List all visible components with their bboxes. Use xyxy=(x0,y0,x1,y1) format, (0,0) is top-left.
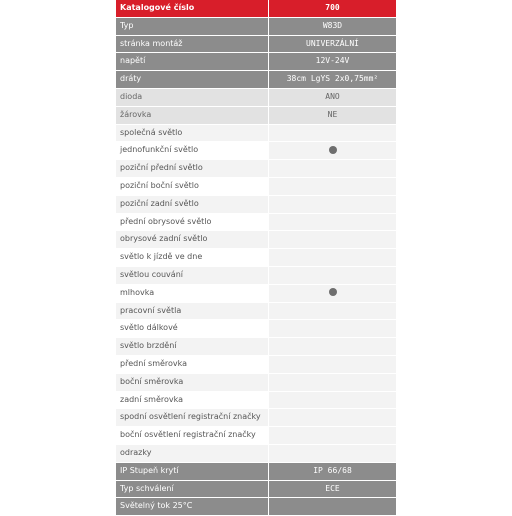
row-label: Katalogové číslo xyxy=(116,0,268,17)
row-value xyxy=(268,445,396,462)
row-value xyxy=(268,125,396,142)
row-label: přední obrysové světlo xyxy=(116,214,268,231)
row-value xyxy=(268,160,396,177)
row-label: boční osvětlení registrační značky xyxy=(116,427,268,444)
table-row-catalog-number xyxy=(116,0,396,18)
row-label: poziční zadní světlo xyxy=(116,196,268,213)
row-value xyxy=(268,320,396,337)
table-row-side-position-light xyxy=(116,178,396,196)
table-row-front-position-light xyxy=(116,160,396,178)
table-row-voltage xyxy=(116,53,396,71)
row-value xyxy=(268,196,396,213)
table-row-ip-rating xyxy=(116,463,396,481)
row-label: jednofunkční světlo xyxy=(116,142,268,159)
row-label: pracovní světla xyxy=(116,303,268,320)
row-label: Typ xyxy=(116,18,268,35)
table-row-reversing-light xyxy=(116,267,396,285)
row-value: ECE xyxy=(268,481,396,498)
row-value xyxy=(268,178,396,195)
row-label: boční směrovka xyxy=(116,374,268,391)
row-label: přední směrovka xyxy=(116,356,268,373)
row-value xyxy=(268,356,396,373)
row-label: IP Stupeň krytí xyxy=(116,463,268,480)
table-row-common-light xyxy=(116,125,396,143)
row-label: odrazky xyxy=(116,445,268,462)
row-value: NE xyxy=(268,107,396,124)
row-label: dioda xyxy=(116,89,268,106)
row-value xyxy=(268,142,396,159)
row-value xyxy=(268,214,396,231)
row-label: poziční přední světlo xyxy=(116,160,268,177)
row-label: světlo brzdění xyxy=(116,338,268,355)
row-label: Světelný tok 25°C xyxy=(116,498,268,515)
table-row-front-outline-light xyxy=(116,214,396,232)
spec-table xyxy=(116,0,396,516)
table-row-reflectors xyxy=(116,445,396,463)
table-row-luminous-flux xyxy=(116,498,396,516)
table-row-diode xyxy=(116,89,396,107)
row-label: světlo dálkové xyxy=(116,320,268,337)
table-row-fog-light xyxy=(116,285,396,303)
table-row-rear-position-light xyxy=(116,196,396,214)
row-value: 38cm LgYS 2x0,75mm² xyxy=(268,71,396,88)
row-value xyxy=(268,409,396,426)
table-row-front-indicator xyxy=(116,356,396,374)
row-label: mlhovka xyxy=(116,285,268,302)
row-value xyxy=(268,427,396,444)
row-label: stránka montáž xyxy=(116,36,268,53)
table-row-mounting-side xyxy=(116,36,396,54)
filled-circle-icon xyxy=(329,288,337,296)
row-label: Typ schválení xyxy=(116,481,268,498)
row-value xyxy=(268,231,396,248)
table-row-side-plate-light xyxy=(116,427,396,445)
row-value xyxy=(268,392,396,409)
table-row-lower-plate-light xyxy=(116,409,396,427)
table-row-brake-light xyxy=(116,338,396,356)
table-row-approval-type xyxy=(116,481,396,499)
row-value: UNIVERZÁLNÍ xyxy=(268,36,396,53)
row-value: 12V-24V xyxy=(268,53,396,70)
table-row-wires xyxy=(116,71,396,89)
table-row-rear-outline-light xyxy=(116,231,396,249)
table-row-single-function-light xyxy=(116,142,396,160)
row-value xyxy=(268,249,396,266)
table-row-work-lights xyxy=(116,303,396,321)
row-label: společná světlo xyxy=(116,125,268,142)
row-value xyxy=(268,338,396,355)
row-value xyxy=(268,374,396,391)
row-value: W83D xyxy=(268,18,396,35)
table-row-bulb xyxy=(116,107,396,125)
table-row-type xyxy=(116,18,396,36)
row-label: spodní osvětlení registrační značky xyxy=(116,409,268,426)
table-row-daytime-running-light xyxy=(116,249,396,267)
row-label: světlou couvání xyxy=(116,267,268,284)
row-value xyxy=(268,267,396,284)
row-value xyxy=(268,498,396,515)
row-label: poziční boční světlo xyxy=(116,178,268,195)
row-label: obrysové zadní světlo xyxy=(116,231,268,248)
row-value: IP 66/68 xyxy=(268,463,396,480)
table-row-rear-indicator xyxy=(116,392,396,410)
table-row-high-beam xyxy=(116,320,396,338)
table-row-side-indicator xyxy=(116,374,396,392)
row-label: zadní směrovka xyxy=(116,392,268,409)
row-label: žárovka xyxy=(116,107,268,124)
row-value: 700 xyxy=(268,0,396,17)
row-value xyxy=(268,303,396,320)
row-value: ANO xyxy=(268,89,396,106)
row-label: dráty xyxy=(116,71,268,88)
row-value xyxy=(268,285,396,302)
filled-circle-icon xyxy=(329,146,337,154)
row-label: světlo k jízdě ve dne xyxy=(116,249,268,266)
row-label: napětí xyxy=(116,53,268,70)
